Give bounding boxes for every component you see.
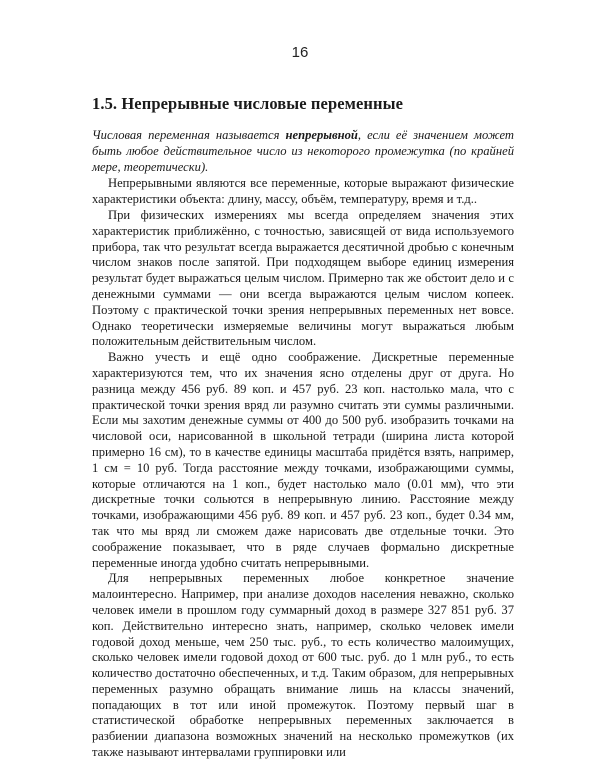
paragraph-value-classes: Для непрерывных переменных любое конкретное значение малоинтересно. Например, при анализе доходов населения неважно, сколько человек имели в прошлом году суммарный доход в размере 327 851 руб. 37 коп. Действительно интересно знать, например, сколько человек имели годовой доход меньше, чем 250 тыс. руб., то есть количество малоимущих, сколько человек имели годовой доход от 600 тыс. руб. до 1 млн руб., то есть количество достаточно обеспеченных, и т.д. Таким образом, для непрерывных переменных разумно обращать внимание лишь на классы значений, попадающих в тот или иной промежуток. Поэтому первый шаг в статистической обработке непрерывных переменных заключается в разбиении диапазона возможных значений на несколько промежутков (их также называют интервалами группировки или <box>92 571 514 760</box>
paragraph-physical-quantities: Непрерывными являются все переменные, которые выражают физические характеристики объекта: длину, массу, объём, температуру, время и т.д.. <box>92 176 514 207</box>
definition-paragraph <box>92 128 514 175</box>
paragraph-discrete-vs-continuous: Важно учесть и ещё одно соображение. Дискретные переменные характеризуются тем, что их значения ясно отделены друг от друга. Но разница между 456 руб. 89 коп. и 457 руб. 23 коп. настолько мала, что с практической точки зрения вряд ли разумно считать эти суммы различными. Если мы захотим денежные суммы от 400 до 500 руб. изобразить точками на числовой оси, нарисованной в школьной тетради (ширина листа которой примерно 16 см), то в качестве единицы масштаба придётся взять, например, 1 см = 10 руб. Тогда расстояние между точками, изображающими суммы, которые отличаются на 1 коп., будет настолько мало (0.01 мм), что эти дискретные точки сольются в непрерывную линию. Расстояние между точками, изображающими 456 руб. 89 коп. и 457 руб. 23 коп., будет 0.34 мм, так что мы вряд ли сможем даже нарисовать две отдельные точки. Это соображение показывает, что в ряде случаев формально дискретные переменные иногда удобно считать непрерывными. <box>92 350 514 570</box>
page-number: 16 <box>291 44 309 61</box>
paragraph-measurements: При физических измерениях мы всегда определяем значения этих характеристик приближённо, с точностью, зависящей от вида используемого прибора, так что результат всегда выражается десятичной дробью с конечным числом знаков после запятой. При подходящем выборе единиц измерения результат будет выражаться целым числом. Примерно так же обстоит дело и с денежными суммами — они всегда выражаются целым числом копеек. Поэтому с практической точки зрения непрерывных переменных нет вовсе. Однако теоретически измеряемые величины могут выражаться любым положительным действительным числом. <box>92 207 514 349</box>
section-heading: 1.5. Непрерывные числовые переменные <box>92 94 404 113</box>
definition-rest: , если её значением может быть любое действительное число из некоторого промежутка (по крайней мере, теоретически). <box>92 128 514 174</box>
definition-lead: Числовая переменная называется <box>92 128 286 142</box>
body-text <box>92 128 514 761</box>
definition-term: непрерывной <box>285 128 358 142</box>
